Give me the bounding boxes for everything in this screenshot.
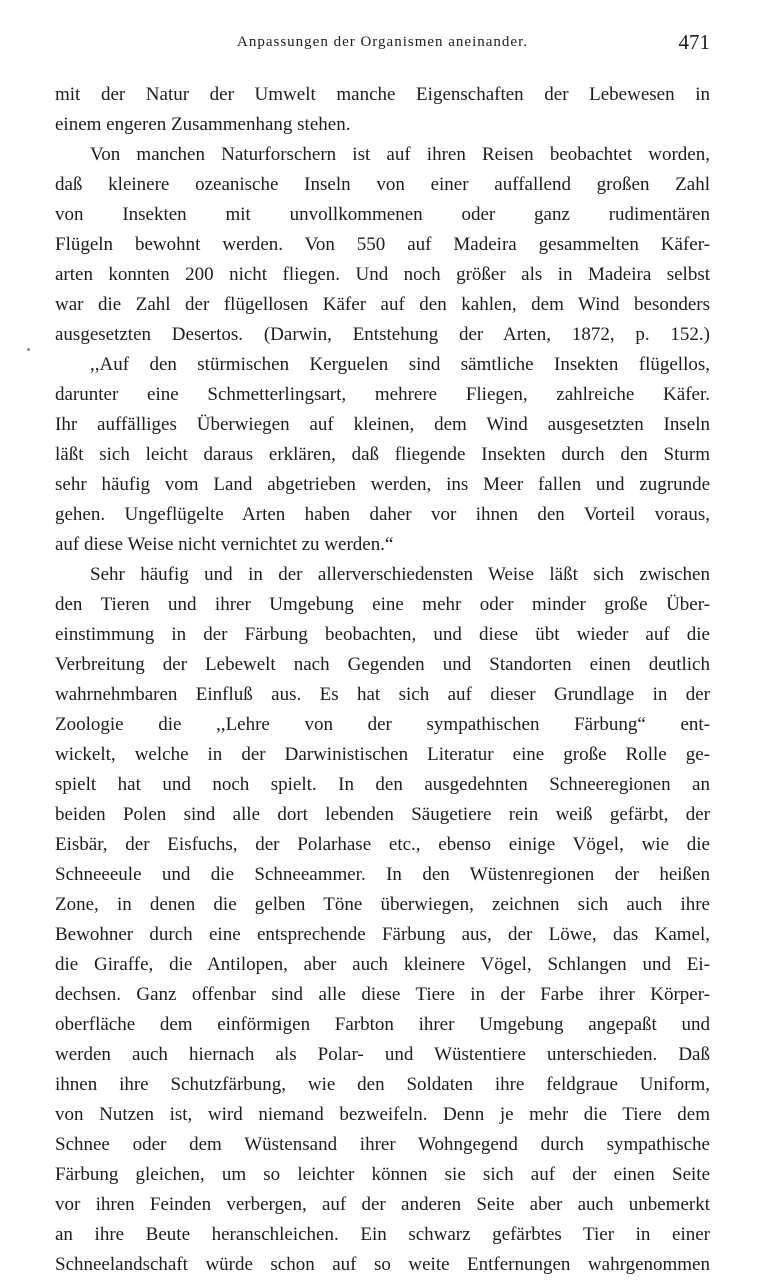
text-line: werden auch hiernach als Polar- und Wüstentiere unterschieden. Daß	[55, 1044, 710, 1065]
text-line: ,,Auf den stürmischen Kerguelen sind sämtliche Insekten flügellos,	[90, 354, 710, 375]
text-line: wickelt, welche in der Darwinistischen Literatur eine große Rolle ge-	[55, 744, 710, 765]
text-line: Sehr häufig und in der allerverschiedensten Weise läßt sich zwischen	[90, 564, 710, 585]
text-line: spielt hat und noch spielt. In den ausgedehnten Schneeregionen an	[55, 774, 710, 795]
text-line: den Tieren und ihrer Umgebung eine mehr oder minder große Über-	[55, 594, 710, 615]
body-text	[55, 80, 710, 1280]
text-line: mit der Natur der Umwelt manche Eigenschaften der Lebewesen in	[55, 84, 710, 105]
text-line: von Insekten mit unvollkommenen oder ganz rudimentären	[55, 204, 710, 225]
text-line: oberfläche dem einförmigen Farbton ihrer Umgebung angepaßt und	[55, 1014, 710, 1035]
text-line: arten konnten 200 nicht fliegen. Und noch größer als in Madeira selbst	[55, 264, 710, 285]
running-title: Anpassungen der Organismen aneinander.	[237, 34, 528, 50]
text-line: Von manchen Naturforschern ist auf ihren Reisen beobachtet worden,	[90, 144, 710, 165]
text-line: ihnen ihre Schutzfärbung, wie den Soldaten ihre feldgraue Uniform,	[55, 1074, 710, 1095]
text-line: war die Zahl der flügellosen Käfer auf den kahlen, dem Wind besonders	[55, 294, 710, 315]
text-line: ausgesetzten Desertos. (Darwin, Entstehung der Arten, 1872, p. 152.)	[55, 324, 710, 345]
text-line: daß kleinere ozeanische Inseln von einer auffallend großen Zahl	[55, 174, 710, 195]
text-line: gehen. Ungeflügelte Arten haben daher vor ihnen den Vorteil voraus,	[55, 504, 710, 525]
text-line: Schnee oder dem Wüstensand ihrer Wohngegend durch sympathische	[55, 1134, 710, 1155]
text-line: Schneelandschaft würde schon auf so weite Entfernungen wahrgenommen	[55, 1254, 710, 1275]
text-line: Bewohner durch eine entsprechende Färbung aus, der Löwe, das Kamel,	[55, 924, 710, 945]
text-line: darunter eine Schmetterlingsart, mehrere Fliegen, zahlreiche Käfer.	[55, 384, 710, 405]
text-line: läßt sich leicht daraus erklären, daß fliegende Insekten durch den Sturm	[55, 444, 710, 465]
page-number: 471	[678, 30, 710, 54]
text-line: sehr häufig vom Land abgetrieben werden, ins Meer fallen und zugrunde	[55, 474, 710, 495]
text-line: beiden Polen sind alle dort lebenden Säugetiere rein weiß gefärbt, der	[55, 804, 710, 825]
margin-speck	[27, 348, 30, 351]
text-line: vor ihren Feinden verbergen, auf der anderen Seite aber auch unbemerkt	[55, 1194, 710, 1215]
text-line: Verbreitung der Lebewelt nach Gegenden und Standorten einen deutlich	[55, 654, 710, 675]
text-line: auf diese Weise nicht vernichtet zu werden.“	[55, 534, 394, 555]
text-line: einem engeren Zusammenhang stehen.	[55, 114, 351, 135]
text-line: von Nutzen ist, wird niemand bezweifeln. Denn je mehr die Tiere dem	[55, 1104, 710, 1125]
text-line: Schneeeule und die Schneeammer. In den Wüstenregionen der heißen	[55, 864, 710, 885]
text-line: wahrnehmbaren Einfluß aus. Es hat sich auf dieser Grundlage in der	[55, 684, 710, 705]
text-line: die Giraffe, die Antilopen, aber auch kleinere Vögel, Schlangen und Ei-	[55, 954, 710, 975]
text-line: Ihr auffälliges Überwiegen auf kleinen, dem Wind ausgesetzten Inseln	[55, 414, 710, 435]
text-line: an ihre Beute heranschleichen. Ein schwarz gefärbtes Tier in einer	[55, 1224, 710, 1245]
text-line: Flügeln bewohnt werden. Von 550 auf Madeira gesammelten Käfer-	[55, 234, 710, 255]
page-header	[55, 30, 710, 60]
text-line: einstimmung in der Färbung beobachten, und diese übt wieder auf die	[55, 624, 710, 645]
text-line: Eisbär, der Eisfuchs, der Polarhase etc., ebenso einige Vögel, wie die	[55, 834, 710, 855]
text-line: Zone, in denen die gelben Töne überwiegen, zeichnen sich auch ihre	[55, 894, 710, 915]
text-line: Färbung gleichen, um so leichter können sie sich auf der einen Seite	[55, 1164, 710, 1185]
text-line: Zoologie die ,,Lehre von der sympathischen Färbung“ ent-	[55, 714, 710, 735]
text-line: dechsen. Ganz offenbar sind alle diese Tiere in der Farbe ihrer Körper-	[55, 984, 710, 1005]
